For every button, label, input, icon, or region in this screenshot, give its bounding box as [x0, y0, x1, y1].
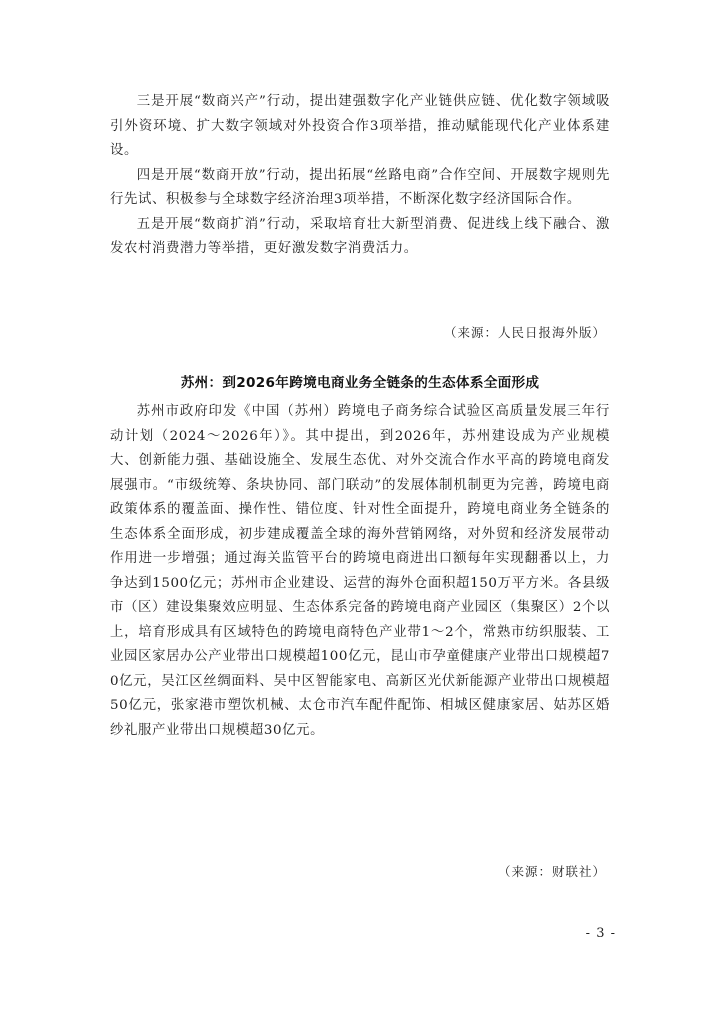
section-digital-commerce-actions: [110, 90, 610, 262]
source-line-2: [110, 862, 610, 880]
headline-block: [110, 371, 610, 391]
paragraph-suzhou-plan: 苏州市政府印发《中国（苏州）跨境电子商务综合试验区高质量发展三年行动计划（2024～2026年）》。其中提出，到2026年，苏州建设成为产业规模大、创新能力强、基础设施全、发展生态优、对外交流合作水平高的跨境电商发展强市。“市级统筹、条块协同、部门联动”的发展体制机制更为完善，跨境电商政策体系的覆盖面、操作性、错位度、针对性全面提升，跨境电商业务全链条的生态体系全面形成，初步建成覆盖全球的海外营销网络，对外贸和经济发展带动作用进一步增强；通过海关监管平台的跨境电商进出口额每年实现翻番以上，力争达到1500亿元；苏州市企业建设、运营的海外仓面积超150万平方米。各县级市（区）建设集聚效应明显、生态体系完备的跨境电商产业园区（集聚区）2个以上，培育形成具有区域特色的跨境电商特色产业带1～2个，常熟市纺织服装、工业园区家居办公产业带出口规模超100亿元，昆山市孕童健康产业带出口规模超70亿元，吴江区丝绸面料、吴中区智能家电、高新区光伏新能源产业带出口规模超50亿元，张家港市塑饮机械、太仓市汽车配件配饰、相城区健康家居、姑苏区婚纱礼服产业带出口规模超30亿元。: [110, 404, 610, 738]
article-headline: 苏州：到2026年跨境电商业务全链条的生态体系全面形成: [180, 375, 540, 391]
paragraph-action-four: 四是开展“数商开放”行动，提出拓展“丝路电商”合作空间、开展数字规则先行先试、积极参与全球数字经济治理3项举措，不断深化数字经济国际合作。: [110, 167, 610, 207]
paragraph-action-three: 三是开展“数商兴产”行动，提出建强数字化产业链供应链、优化数字领域吸引外资环境、扩大数字领域对外投资合作3项举措，推动赋能现代化产业体系建设。: [110, 94, 610, 158]
source-line-1: [110, 323, 610, 341]
page-number: - 3 -: [585, 926, 616, 941]
source-renmin-ribao: （来源：人民日报海外版）: [443, 325, 606, 340]
paragraph-action-five: 五是开展“数商扩消”行动，采取培育壮大新型消费、促进线上线下融合、激发农村消费潜力等举措，更好激发数字消费活力。: [110, 216, 610, 256]
source-cailianshe: （来源：财联社）: [497, 864, 606, 879]
section-suzhou-article: [110, 400, 610, 743]
